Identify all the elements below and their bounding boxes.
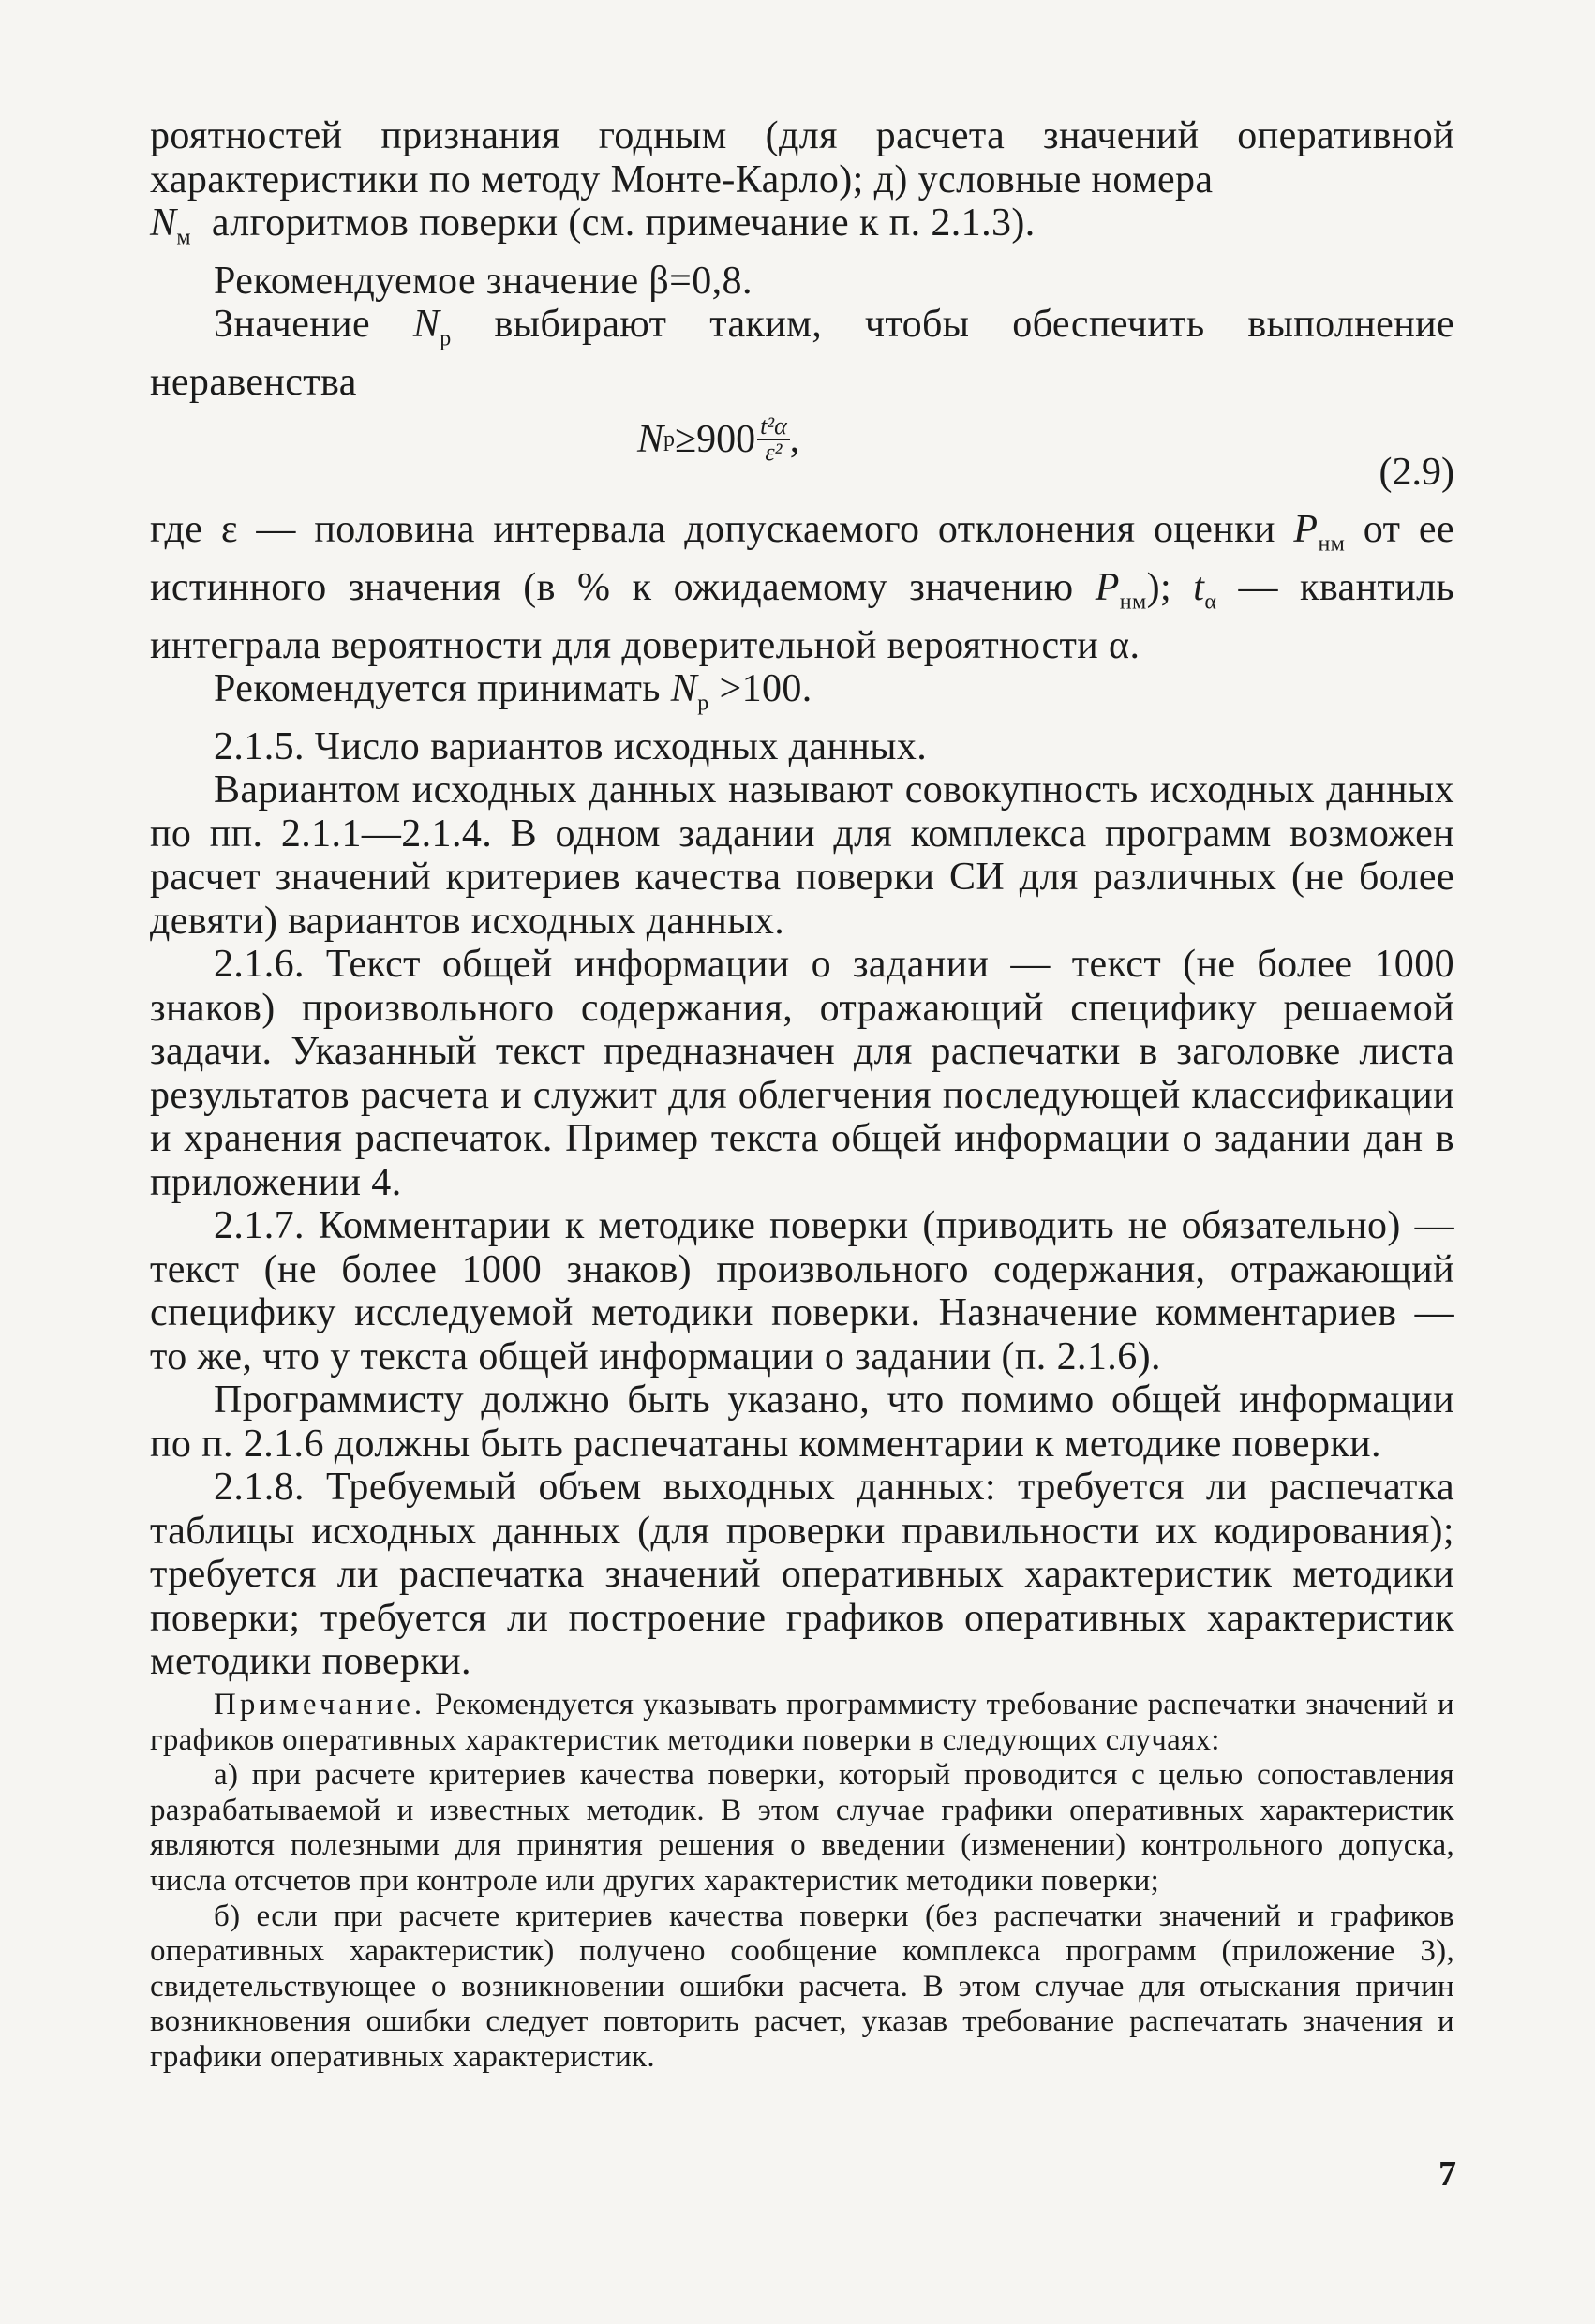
main-text	[150, 114, 1454, 1684]
paragraph: роятностей признания годным (для расчета значений оперативной характеристики по методу Монте-Карло); д) условные номера $N_м$ алгоритмов поверки (см. примечание к п. 2.1.3).	[150, 114, 1454, 250]
note-item-b: б) если при расчете критериев качества поверки (без распечатки значений и графиков оперативных характеристик) получено сообщение комплекса программ (приложение 3), свидетельствующее о возникновении ошибки расчета. В этом случае для отыскания причин возникновения ошибки следует повторить расчет, указав требование распечатать значения и графики оперативных характеристик.	[150, 1899, 1454, 2074]
equation-number: (2.9)	[1379, 450, 1454, 494]
note-heading: Примечание.	[214, 1687, 426, 1721]
formula: N р ≥900 $\frac{\text{t²α}}{\text{ε²}}$ ,	[637, 411, 800, 466]
paragraph: Программисту должно быть указано, что помимо общей информации по п. 2.1.6 должны быть распечатаны комментарии к методике поверки.	[150, 1378, 1454, 1466]
equation-2-9	[150, 405, 1454, 508]
paragraph: 2.1.7. Комментарии к методике поверки (приводить не обязательно) — текст (не более 1000 знаков) произвольного содержания, отражающий специфику исследуемой методики поверки. Назначение комментариев — то же, что у текста общей информации о задании (п. 2.1.6).	[150, 1204, 1454, 1378]
paragraph: 2.1.6. Текст общей информации о задании — текст (не более 1000 знаков) произвольного содержания, отражающий специфику решаемой задачи. Указанный текст предназначен для распечатки в заголовке листа результатов расчета и служит для облегчения последующей классификации и хранения распечаток. Пример текста общей информации о задании дан в приложении 4.	[150, 943, 1454, 1204]
note-block	[150, 1688, 1454, 2076]
page-number: 7	[1438, 2154, 1456, 2194]
paragraph: 2.1.8. Требуемый объем выходных данных: требуется ли распечатка таблицы исходных данных (для проверки правильности их кодирования); требуется ли распечатка значений оперативных характеристик методики поверки; требуется ли построение графиков оперативных характеристик методики поверки.	[150, 1466, 1454, 1684]
paragraph: Значение $N_р$ выбирают таким, чтобы обеспечить выполнение неравенства	[150, 303, 1454, 405]
note-intro: Примечание. Рекомендуется указывать программисту требование распечатки значений и графиков оперативных характеристик методики поверки в следующих случаях:	[150, 1687, 1454, 1757]
section-heading: 2.1.5. Число вариантов исходных данных.	[214, 724, 928, 768]
paragraph: Вариантом исходных данных называют совокупность исходных данных по пп. 2.1.1—2.1.4. В одном задании для комплекса программ возможен расчет значений критериев качества поверки СИ для различных (не более девяти) вариантов исходных данных.	[150, 768, 1454, 943]
paragraph: где ε — половина интервала допускаемого отклонения оценки $P_{нм}$ от ее истинного значения (в % к ожидаемому значению $P_{нм}$); $t_\alpha$ — квантиль интеграла вероятности для доверительной вероятности α.	[150, 507, 1454, 667]
paragraph: Рекомендуется принимать $N_р >100$.	[214, 667, 812, 716]
paragraph: Рекомендуемое значение β=0,8.	[214, 259, 753, 303]
fraction: $\frac{\text{t²α}}{\text{ε²}}$	[757, 414, 790, 465]
note-item-a: а) при расчете критериев качества поверки, который проводится с целью сопоставления разрабатываемой и известных методик. В этом случае графики оперативных характеристик являются полезными для принятия решения о введении (изменении) контрольного допуска, числа отсчетов при контроле или других характеристик методики поверки;	[150, 1758, 1454, 1898]
